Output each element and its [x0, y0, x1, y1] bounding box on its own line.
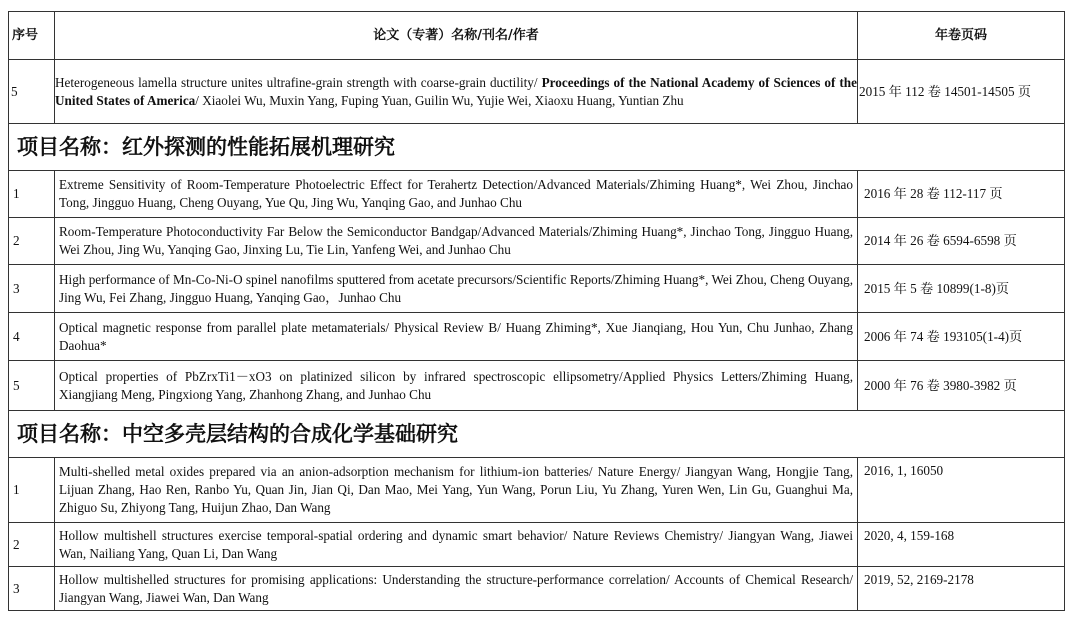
section-heading: 项目名称：红外探测的性能拓展机理研究: [9, 124, 1065, 171]
paper-citation: Optical properties of PbZrxTi1－xO3 on platinized silicon by infrared spectroscopic ellipsometry/Applied Physics Letters/Zhiming Huang, Xiangjiang Meng, Pingxiong Yang, Zhanhong Zhang, and Junhao Chu: [55, 361, 858, 411]
section-heading-row: [9, 124, 1065, 171]
paper-title: Heterogeneous lamella structure unites ultrafine-grain strength with coarse-grain ductility/: [55, 74, 542, 90]
header-serial-number: 序号: [9, 12, 55, 60]
row-number: 1: [9, 171, 55, 218]
table-row: [9, 60, 1065, 124]
year-volume-pages: 2016 年 28 卷 112-117 页: [858, 171, 1065, 218]
paper-citation: Multi-shelled metal oxides prepared via an anion-adsorption mechanism for lithium-ion batteries/ Nature Energy/ Jiangyan Wang, Hongjie Tang, Lijuan Zhang, Hao Ren, Ranbo Yu, Quan Jin, Jian Qi, Dan Mao, Mei Yang, Yun Wang, Porun Liu, Yu Zhang, Yuren Wen, Lin Gu, Guanghui Ma, Zhiguo Su, Zhiyong Tang, Huijun Zhao, Dan Wang: [55, 458, 858, 523]
year-volume-pages: 2015 年 112 卷 14501-14505 页: [858, 60, 1065, 124]
table-header-row: [9, 12, 1065, 60]
table-row: [9, 218, 1065, 265]
section-heading-row: [9, 411, 1065, 458]
table-row: [9, 171, 1065, 218]
table-row: [9, 361, 1065, 411]
row-number: 2: [9, 218, 55, 265]
year-volume-pages: 2016, 1, 16050: [858, 458, 1065, 523]
journal-name: Proceedings of the National Academy of Sciences of the United States of America: [55, 74, 857, 108]
table-row: [9, 523, 1065, 567]
row-number: 4: [9, 313, 55, 361]
paper-citation: Hollow multishell structures exercise temporal-spatial ordering and dynamic smart behavior/ Nature Reviews Chemistry/ Jiangyan Wang, Jiawei Wan, Nailiang Yang, Quan Li, Dan Wang: [55, 523, 858, 567]
row-number: 2: [9, 523, 55, 567]
year-volume-pages: 2014 年 26 卷 6594-6598 页: [858, 218, 1065, 265]
table-row: [9, 265, 1065, 313]
table-row: [9, 458, 1065, 523]
section-heading: 项目名称：中空多壳层结构的合成化学基础研究: [9, 411, 1065, 458]
row-number: 5: [9, 60, 55, 124]
paper-citation: Room-Temperature Photoconductivity Far Below the Semiconductor Bandgap/Advanced Materials/Zhiming Huang*, Jinchao Tong, Jingguo Huang, Wei Zhou, Jing Wu, Yanqing Gao, Jinxing Lu, Tie Lin, Yanfeng Wei, and Junhao Chu: [55, 218, 858, 265]
paper-citation: Optical magnetic response from parallel plate metamaterials/ Physical Review B/ Huang Zhiming*, Xue Jianqiang, Hou Yun, Chu Junhao, Zhang Daohua*: [55, 313, 858, 361]
row-number: 3: [9, 265, 55, 313]
year-volume-pages: 2020, 4, 159-168: [858, 523, 1065, 567]
paper-citation: [55, 60, 858, 124]
year-volume-pages: 2000 年 76 卷 3980-3982 页: [858, 361, 1065, 411]
year-volume-pages: 2019, 52, 2169-2178: [858, 567, 1065, 611]
row-number: 3: [9, 567, 55, 611]
publication-table: [8, 11, 1065, 611]
year-volume-pages: 2006 年 74 卷 193105(1-4)页: [858, 313, 1065, 361]
paper-citation: High performance of Mn-Co-Ni-O spinel nanofilms sputtered from acetate precursors/Scientific Reports/Zhiming Huang*, Wei Zhou, Cheng Ouyang, Jing Wu, Fei Zhang, Jingguo Huang, Yanqing Gao，Junhao Chu: [55, 265, 858, 313]
table-row: [9, 313, 1065, 361]
header-paper-title: 论文（专著）名称/刊名/作者: [55, 12, 858, 60]
row-number: 5: [9, 361, 55, 411]
paper-authors: / Xiaolei Wu, Muxin Yang, Fuping Yuan, Guilin Wu, Yujie Wei, Xiaoxu Huang, Yuntian Zhu: [195, 92, 684, 108]
paper-citation: Extreme Sensitivity of Room-Temperature Photoelectric Effect for Terahertz Detection/Advanced Materials/Zhiming Huang*, Wei Zhou, Jinchao Tong, Jingguo Huang, Cheng Ouyang, Yue Qu, Jing Wu, Yanqing Gao, and Junhao Chu: [55, 171, 858, 218]
table-row: [9, 567, 1065, 611]
year-volume-pages: 2015 年 5 卷 10899(1-8)页: [858, 265, 1065, 313]
paper-citation: Hollow multishelled structures for promising applications: Understanding the structure-performance correlation/ Accounts of Chemical Research/ Jiangyan Wang, Jiawei Wan, Dan Wang: [55, 567, 858, 611]
header-year-volume-pages: 年卷页码: [858, 12, 1065, 60]
row-number: 1: [9, 458, 55, 523]
